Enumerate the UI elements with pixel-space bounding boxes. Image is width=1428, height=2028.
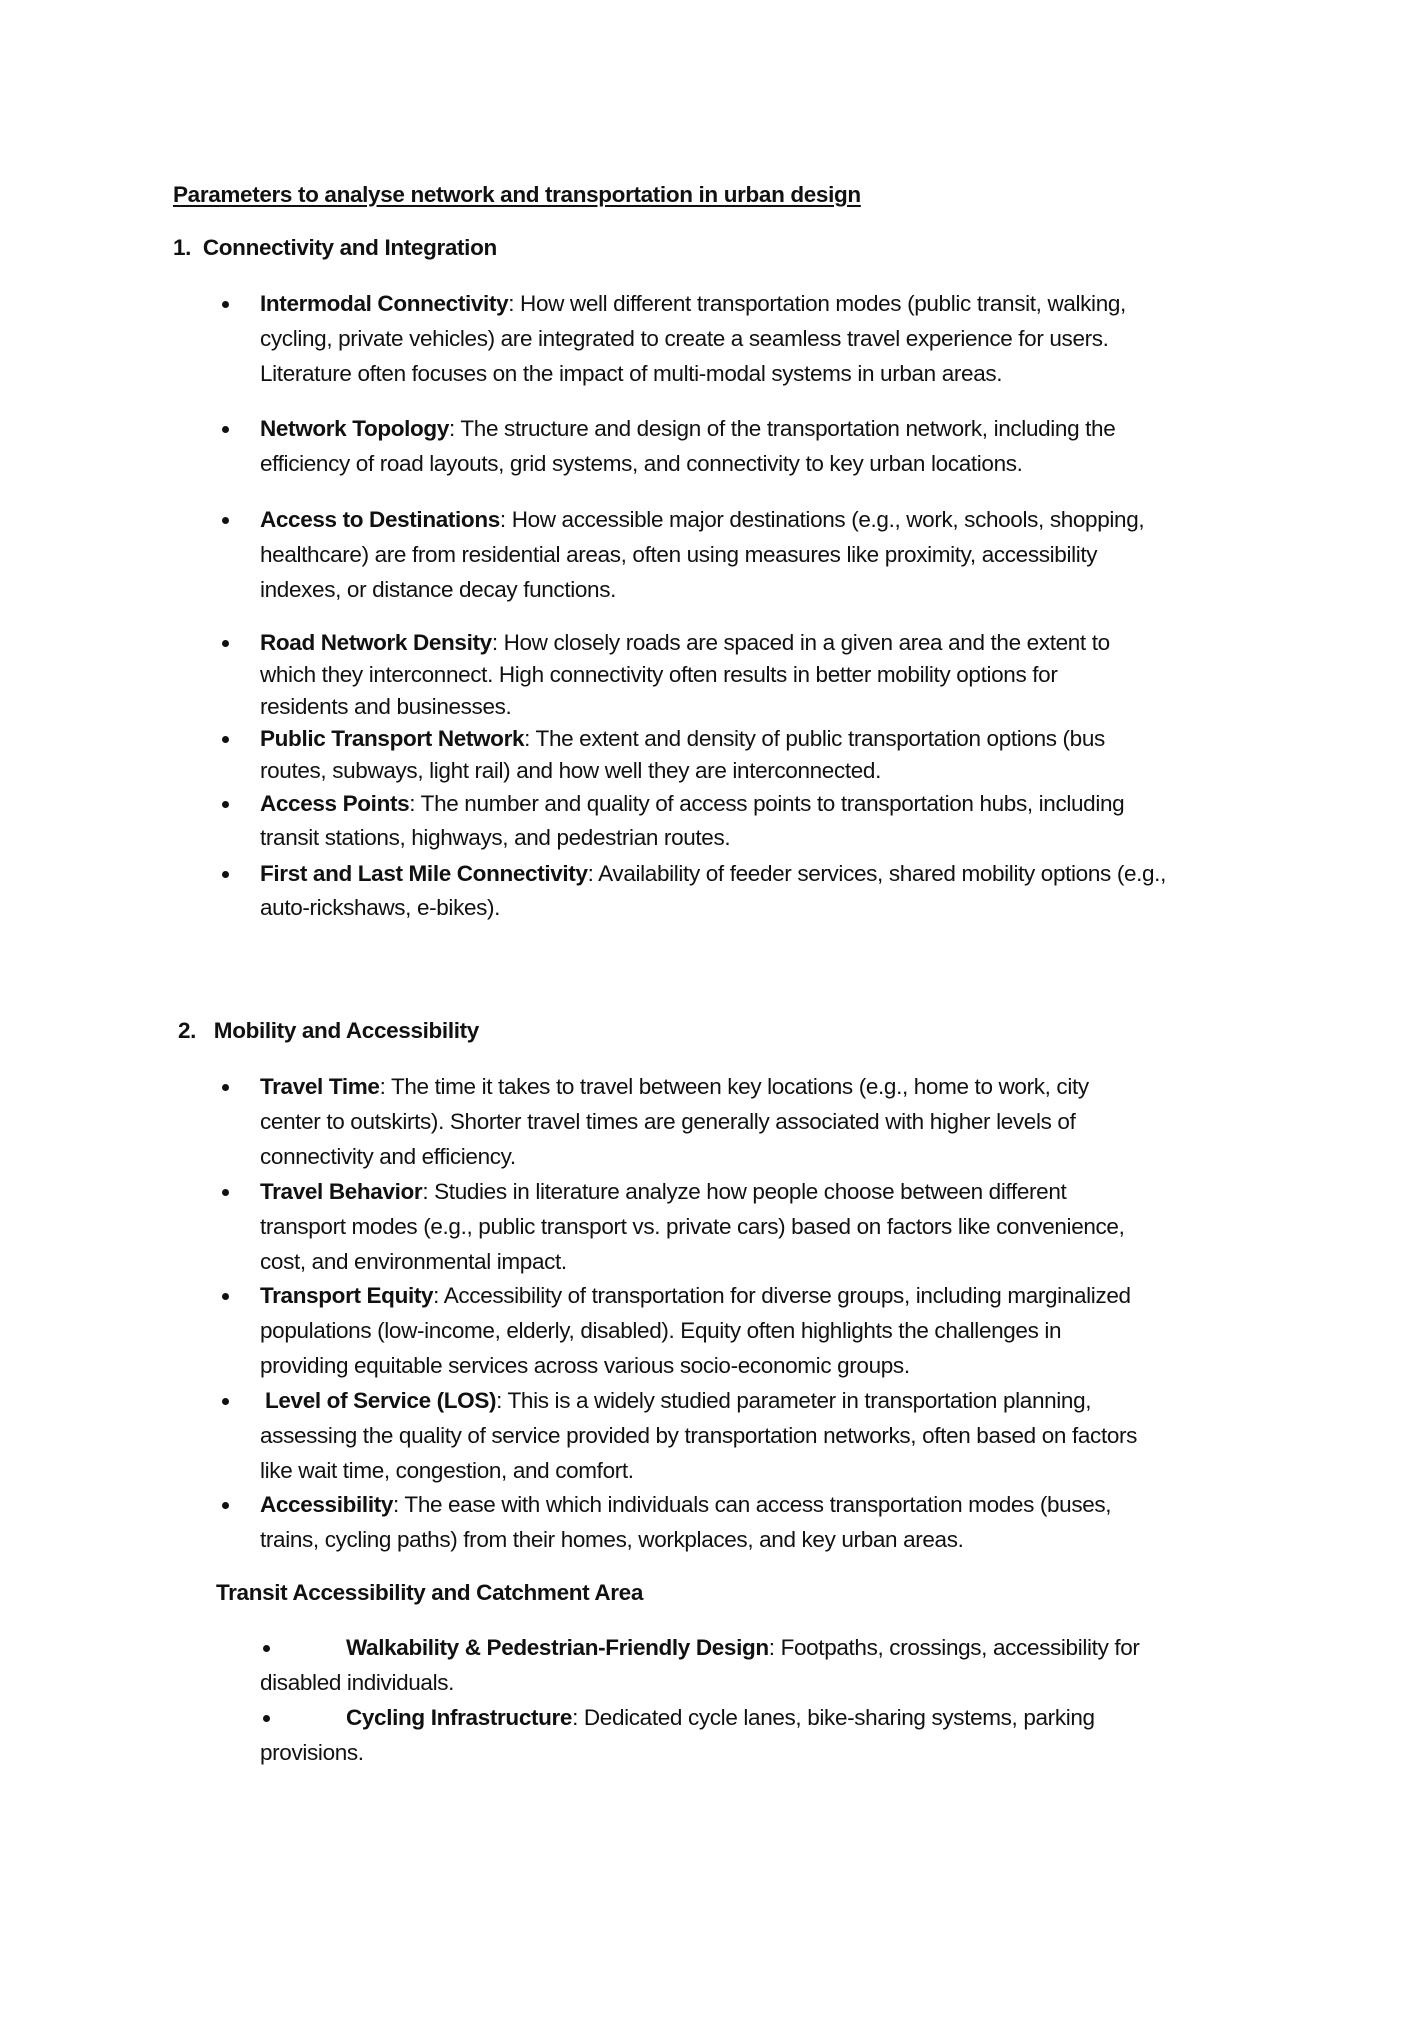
list-item: Public Transport Network: The extent and density of public transportation options (bus: [260, 726, 1105, 751]
list-item-continuation: providing equitable services across various socio-economic groups.: [260, 1353, 910, 1378]
bullet-icon: [263, 1715, 270, 1722]
list-item: Travel Time: The time it takes to travel between key locations (e.g., home to work, city: [260, 1074, 1089, 1099]
list-item: Access to Destinations: How accessible major destinations (e.g., work, schools, shopping,: [260, 507, 1145, 532]
list-item: Intermodal Connectivity: How well different transportation modes (public transit, walking,: [260, 291, 1126, 316]
bullet-icon: [222, 871, 229, 878]
bullet-icon: [222, 1189, 229, 1196]
list-item: Cycling Infrastructure: Dedicated cycle lanes, bike-sharing systems, parking: [346, 1705, 1095, 1730]
document-title: Parameters to analyse network and transportation in urban design: [173, 182, 861, 207]
item-term: Accessibility: [260, 1492, 394, 1517]
bullet-icon: [222, 736, 229, 743]
item-term: Access Points: [260, 791, 410, 816]
bullet-icon: [222, 426, 229, 433]
list-item-continuation: efficiency of road layouts, grid systems, and connectivity to key urban locations.: [260, 451, 1023, 476]
item-term: Cycling Infrastructure: [346, 1705, 573, 1730]
list-item-continuation: populations (low-income, elderly, disabled). Equity often highlights the challenges in: [260, 1318, 1062, 1343]
item-term: Access to Destinations: [260, 507, 500, 532]
list-item: Network Topology: The structure and design of the transportation network, including the: [260, 416, 1116, 441]
bullet-icon: [222, 301, 229, 308]
item-term: Public Transport Network: [260, 726, 525, 751]
section-number: 1.: [173, 235, 192, 260]
list-item-continuation: which they interconnect. High connectivity often results in better mobility options for: [260, 662, 1058, 687]
bullet-icon: [222, 1293, 229, 1300]
bullet-icon: [222, 517, 229, 524]
list-item-continuation: provisions.: [260, 1740, 364, 1765]
list-item-continuation: assessing the quality of service provided by transportation networks, often based on factors: [260, 1423, 1138, 1448]
bullet-icon: [222, 1398, 229, 1405]
list-item: Transport Equity: Accessibility of transportation for diverse groups, including marginalized: [260, 1283, 1131, 1308]
subsection-heading: Transit Accessibility and Catchment Area: [216, 1580, 643, 1605]
item-term: Road Network Density: [260, 630, 492, 655]
item-term: Travel Time: [260, 1074, 380, 1099]
item-term: Transport Equity: [260, 1283, 434, 1308]
item-term: Level of Service (LOS): [265, 1388, 497, 1413]
list-item: Travel Behavior: Studies in literature analyze how people choose between different: [260, 1179, 1067, 1204]
item-term: First and Last Mile Connectivity: [260, 861, 588, 886]
item-term: Network Topology: [260, 416, 449, 441]
item-term: Intermodal Connectivity: [260, 291, 509, 316]
list-item-continuation: cycling, private vehicles) are integrated to create a seamless travel experience for users.: [260, 326, 1109, 351]
list-item-continuation: residents and businesses.: [260, 694, 512, 719]
list-item: Accessibility: The ease with which individuals can access transportation modes (buses,: [260, 1492, 1112, 1517]
list-item-continuation: trains, cycling paths) from their homes, workplaces, and key urban areas.: [260, 1527, 964, 1552]
list-item: Walkability & Pedestrian-Friendly Design: Footpaths, crossings, accessibility for: [346, 1635, 1140, 1660]
bullet-icon: [222, 1502, 229, 1509]
list-item-continuation: disabled individuals.: [260, 1670, 455, 1695]
bullet-icon: [222, 640, 229, 647]
list-item-continuation: like wait time, congestion, and comfort.: [260, 1458, 634, 1483]
list-item-continuation: Literature often focuses on the impact of multi-modal systems in urban areas.: [260, 361, 1003, 386]
bullet-icon: [222, 801, 229, 808]
list-item-continuation: healthcare) are from residential areas, often using measures like proximity, accessibility: [260, 542, 1098, 567]
item-term: Walkability & Pedestrian-Friendly Design: [346, 1635, 769, 1660]
list-item-continuation: connectivity and efficiency.: [260, 1144, 516, 1169]
section-1-heading: [173, 231, 497, 265]
bullet-icon: [222, 1084, 229, 1091]
list-item-continuation: transport modes (e.g., public transport vs. private cars) based on factors like convenience,: [260, 1214, 1125, 1239]
list-item: Road Network Density: How closely roads are spaced in a given area and the extent to: [260, 630, 1110, 655]
list-item-continuation: center to outskirts). Shorter travel times are generally associated with higher levels of: [260, 1109, 1076, 1134]
list-item: Access Points: The number and quality of access points to transportation hubs, including: [260, 791, 1125, 816]
section-title: Mobility and Accessibility: [213, 1018, 479, 1043]
item-term: Travel Behavior: [260, 1179, 423, 1204]
section-2-heading: [178, 1014, 479, 1048]
list-item-continuation: routes, subways, light rail) and how well they are interconnected.: [260, 758, 881, 783]
section-number: 2.: [178, 1018, 197, 1043]
list-item-continuation: indexes, or distance decay functions.: [260, 577, 617, 602]
section-title: Connectivity and Integration: [202, 235, 497, 260]
list-item: First and Last Mile Connectivity: Availability of feeder services, shared mobility options (e.g.,: [260, 861, 1166, 886]
list-item-continuation: cost, and environmental impact.: [260, 1249, 567, 1274]
bullet-icon: [263, 1645, 270, 1652]
list-item-continuation: auto-rickshaws, e-bikes).: [260, 895, 501, 920]
list-item: Level of Service (LOS): This is a widely studied parameter in transportation planning,: [265, 1388, 1092, 1413]
list-item-continuation: transit stations, highways, and pedestrian routes.: [260, 825, 731, 850]
